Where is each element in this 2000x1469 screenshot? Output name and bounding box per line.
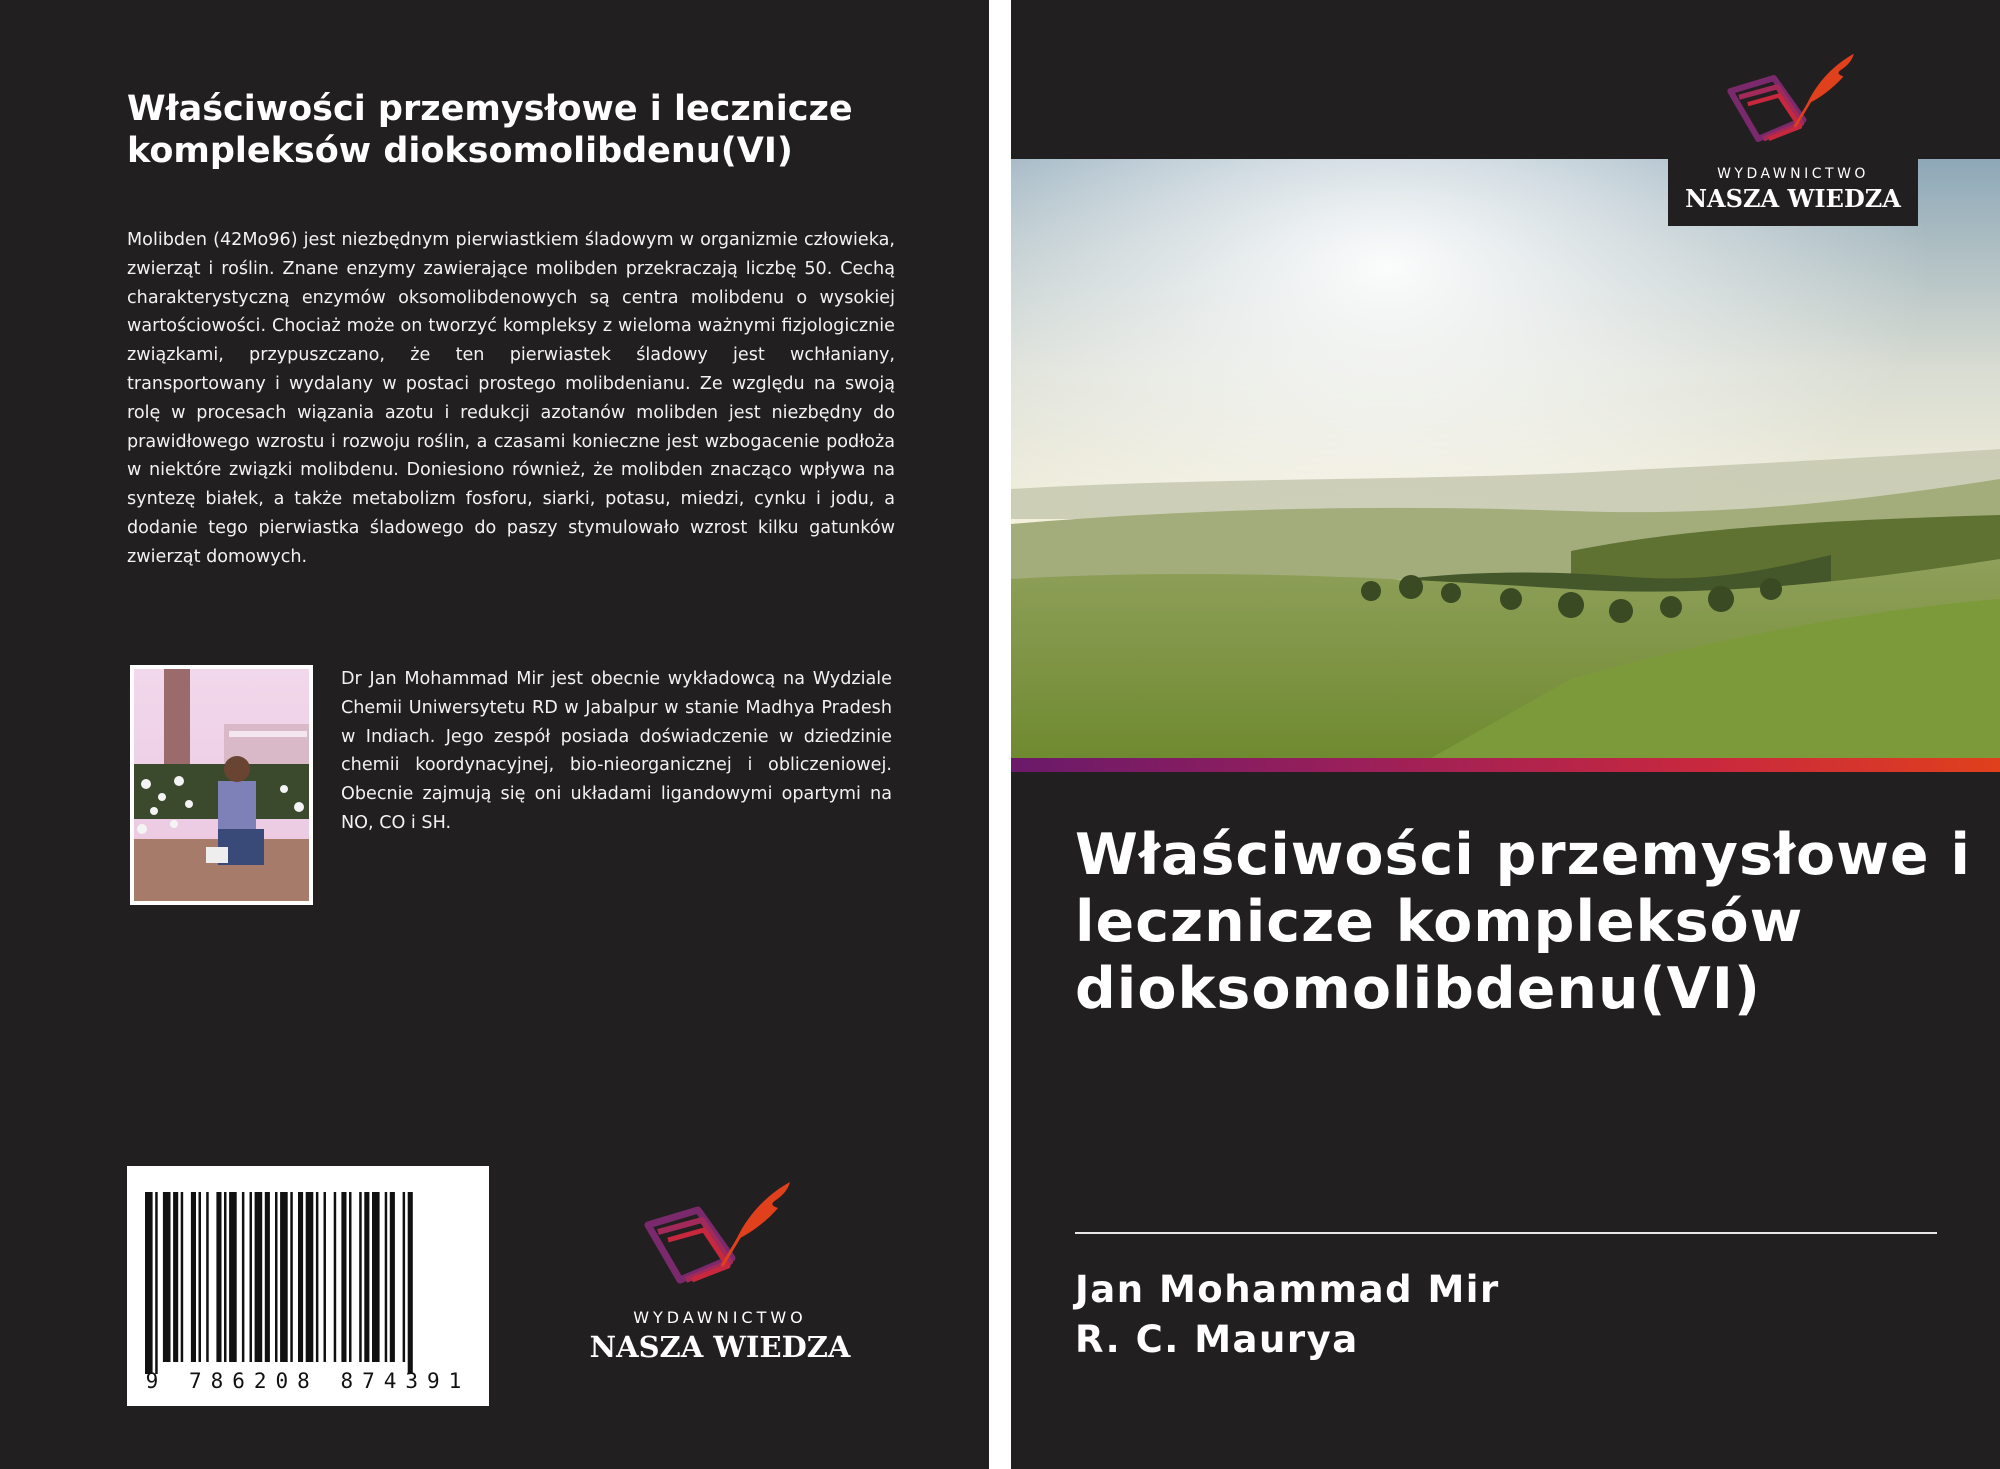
author-photo	[130, 665, 313, 905]
barcode-bar	[359, 1192, 362, 1362]
divider	[1075, 1232, 1937, 1234]
landscape-photo	[1011, 159, 2000, 758]
barcode-bar	[334, 1192, 337, 1362]
barcode-bar	[385, 1192, 388, 1362]
publisher-label-main: NASZA WIEDZA	[589, 1330, 851, 1364]
barcode-bar	[316, 1192, 319, 1362]
book-quill-icon	[1723, 52, 1863, 152]
barcode-bars	[145, 1192, 471, 1374]
barcode-bar	[155, 1192, 158, 1374]
barcode-bar	[224, 1192, 227, 1362]
book-description: Molibden (42Mo96) jest niezbędnym pierwiastkiem śladowym w organizmie człowieka, zwierząt i roślin. Znane enzymy zawierające molibden przekraczają liczbę 50. Cechą charakterystyczną enzymów oksomolibdenowych są centra molibdenu o wysokiej wartościowości. Chociaż może on tworzyć kompleksy z wieloma ważnymi fizjologicznie związkami, przypuszczano, że ten pierwiastek śladowy jest wchłaniany, transportowany i wydalany w postaci prostego molibdenianu. Ze względu na swoją rolę w procesach wiązania azotu i redukcji azotanów molibden jest niezbędny do prawidłowego wzrostu i rozwoju roślin, a czasami konieczne jest wzbogacenie podłoża w niektóre związki molibdenu. Doniesiono również, że molibden znacząco wpływa na syntezę białek, a także metabolizm fosforu, siarki, potasu, miedzi, cynku i jodu, a dodanie tego pierwiastka śladowego do paszy stymulowało wzrost kilku gatunków zwierząt domowych.	[127, 230, 895, 567]
barcode-bar	[280, 1192, 288, 1362]
barcode-bar	[298, 1192, 303, 1362]
barcode-bar	[372, 1192, 380, 1362]
barcode-bar	[341, 1192, 346, 1362]
back-cover	[0, 0, 989, 1469]
barcode-bar	[275, 1192, 278, 1362]
barcode-bar	[242, 1192, 245, 1362]
barcode-bar	[145, 1192, 153, 1374]
author-name: Jan Mohammad Mir	[1075, 1268, 1500, 1311]
front-cover-title: Właściwości przemysłowe i lecznicze kompleksów dioksomolibdenu(VI)	[1075, 822, 1971, 1022]
barcode-bar	[191, 1192, 196, 1362]
book-quill-icon	[640, 1180, 800, 1295]
barcode-bar	[163, 1192, 171, 1362]
accent-stripe	[1011, 758, 2000, 772]
barcode-bar	[408, 1192, 413, 1374]
barcode-bar	[403, 1192, 406, 1362]
author-name: R. C. Maurya	[1075, 1318, 1359, 1361]
publisher-logo-front	[1668, 48, 1918, 226]
barcode-bar	[265, 1192, 270, 1362]
barcode-bar	[390, 1192, 395, 1362]
barcode-bar	[206, 1192, 209, 1362]
isbn-number: 9 786208 874391	[145, 1369, 471, 1393]
barcode-bar	[199, 1192, 202, 1362]
landscape-image	[1011, 159, 2000, 758]
barcode-bar	[349, 1192, 352, 1362]
barcode-bar	[324, 1192, 327, 1362]
publisher-label-main: NASZA WIEDZA	[1685, 184, 1901, 213]
publisher-label-small: WYDAWNICTWO	[1717, 166, 1869, 182]
barcode	[127, 1166, 489, 1406]
publisher-label-small: WYDAWNICTWO	[633, 1308, 807, 1327]
back-cover-title: Właściwości przemysłowe i lecznicze kompleksów dioksomolibdenu(VI)	[127, 89, 853, 171]
author-bio: Dr Jan Mohammad Mir jest obecnie wykładowcą na Wydziale Chemii Uniwersytetu RD w Jabalpur w stanie Madhya Pradesh w Indiach. Jego zespół posiada doświadczenie w dziedzinie chemii koordynacyjnej, bio-nieorganicznej i obliczeniowej. Obecnie zajmują się oni układami ligandowymi opartymi na NO, CO i SH.	[341, 669, 892, 833]
barcode-bar	[229, 1192, 237, 1362]
barcode-bar	[250, 1192, 253, 1362]
barcode-bar	[290, 1192, 293, 1362]
barcode-bar	[255, 1192, 263, 1362]
barcode-bar	[306, 1192, 314, 1362]
barcode-bar	[216, 1192, 221, 1362]
author-photo-image	[134, 669, 309, 901]
barcode-bar	[173, 1192, 178, 1362]
barcode-bar	[181, 1192, 184, 1362]
barcode-bar	[364, 1192, 369, 1362]
front-cover	[1011, 0, 2000, 1469]
